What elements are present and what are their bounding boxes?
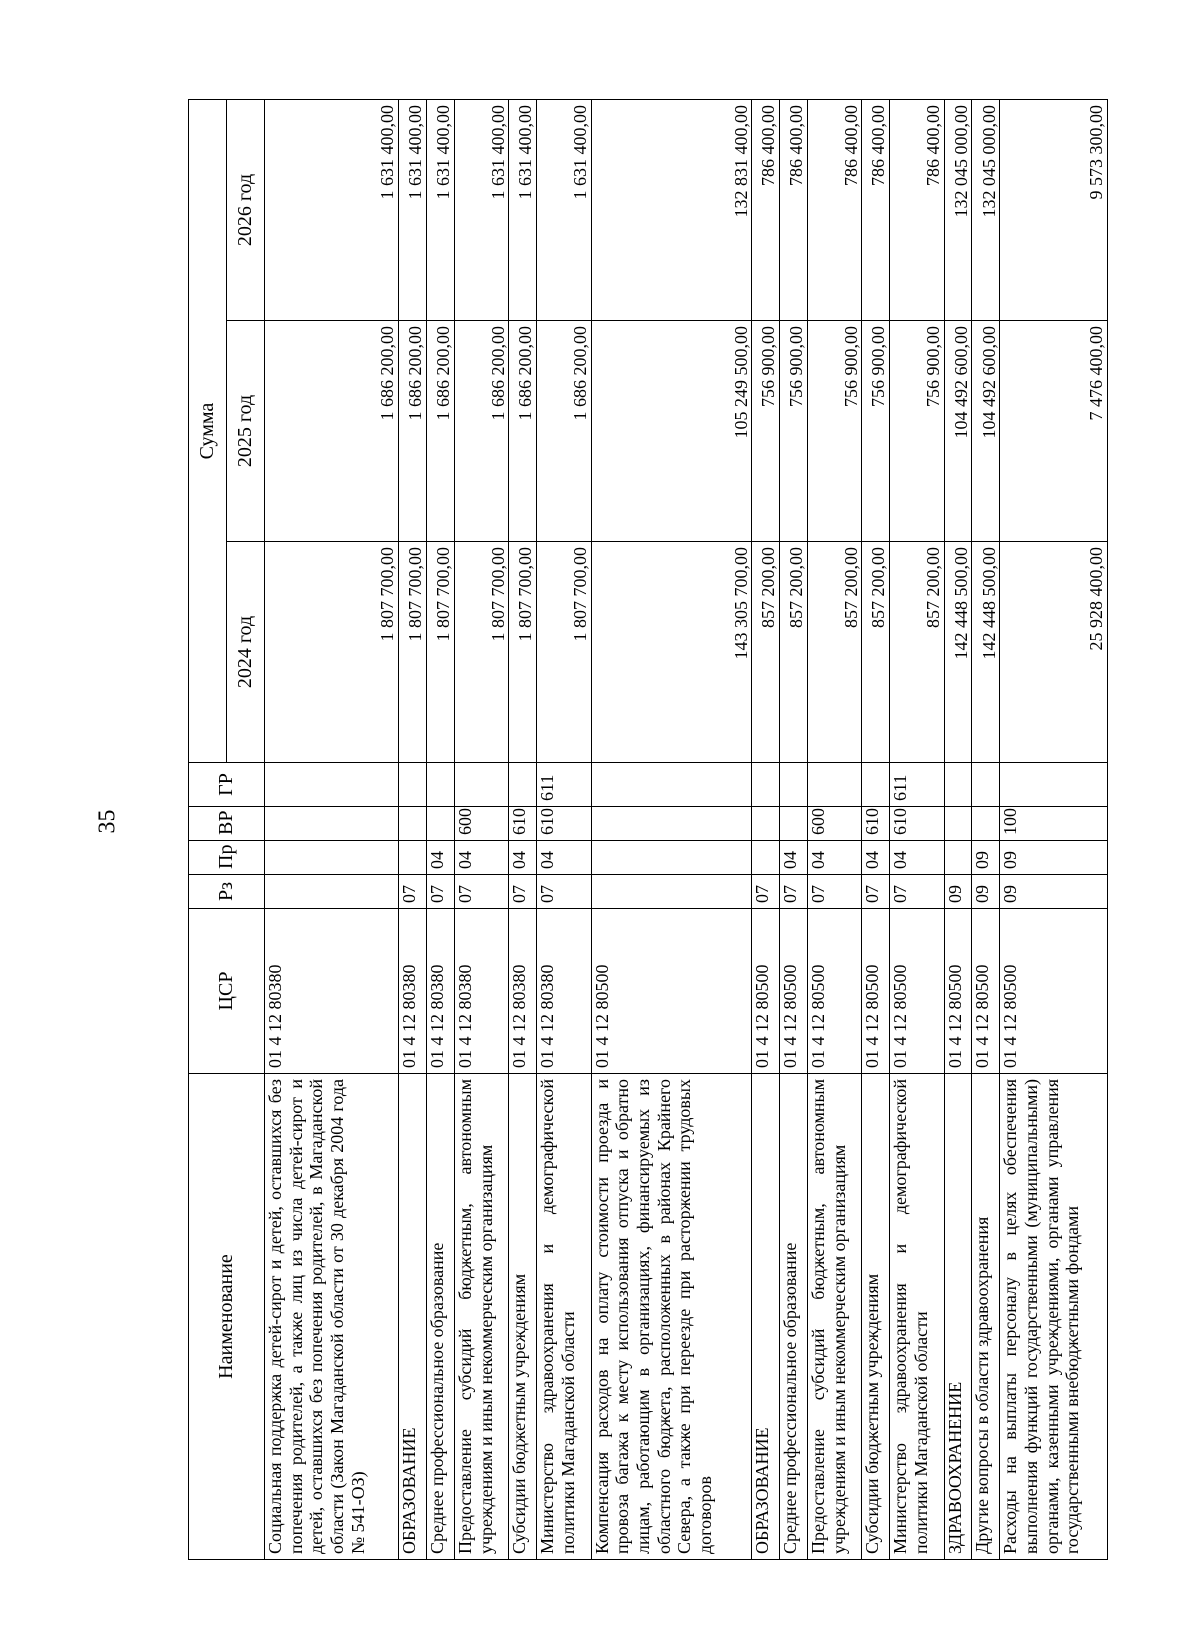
row-name: Субсидии бюджетным учреждениям: [862, 1074, 890, 1560]
row-pr: [752, 841, 780, 875]
table-row: [780, 100, 808, 1560]
row-sum-2024: 1 807 700,00: [509, 542, 537, 763]
table-row: [537, 100, 591, 1560]
row-vr: [944, 807, 972, 841]
row-csr: 01 4 12 80500: [1000, 909, 1108, 1074]
header-rz: Рз: [189, 875, 265, 909]
header-year-2026: 2026 год: [227, 100, 265, 321]
row-sum-2025: 1 686 200,00: [537, 321, 591, 542]
row-name: Другие вопросы в области здравоохранения: [972, 1074, 1000, 1560]
row-sum-2025: 1 686 200,00: [265, 321, 399, 542]
row-rz: 07: [426, 875, 454, 909]
row-sum-2024: 1 807 700,00: [426, 542, 454, 763]
rotated-page-content: [188, 100, 1108, 1560]
header-year-2024: 2024 год: [227, 542, 265, 763]
row-sum-2024: 857 200,00: [862, 542, 890, 763]
row-sum-2024: 25 928 400,00: [1000, 542, 1108, 763]
row-rz: [265, 875, 399, 909]
row-vr: 100: [1000, 807, 1108, 841]
row-gr: [972, 763, 1000, 807]
row-name: Предоставление субсидий бюджетным, автономным учреждениям и иным некоммерческим организациям: [807, 1074, 861, 1560]
row-sum-2024: 142 448 500,00: [972, 542, 1000, 763]
row-csr: 01 4 12 80500: [591, 909, 752, 1074]
row-vr: [780, 807, 808, 841]
row-pr: 04: [454, 841, 508, 875]
row-sum-2025: 7 476 400,00: [1000, 321, 1108, 542]
row-pr: 04: [862, 841, 890, 875]
header-vr: ВР: [189, 807, 265, 841]
row-pr: [944, 841, 972, 875]
header-gr: ГР: [189, 763, 265, 807]
row-gr: [807, 763, 861, 807]
row-csr: 01 4 12 80500: [862, 909, 890, 1074]
row-gr: [862, 763, 890, 807]
row-gr: [426, 763, 454, 807]
row-sum-2026: 132 831 400,00: [591, 100, 752, 321]
table-row: [591, 100, 752, 1560]
row-pr: 04: [509, 841, 537, 875]
row-sum-2026: 1 631 400,00: [265, 100, 399, 321]
row-csr: 01 4 12 80380: [426, 909, 454, 1074]
row-sum-2025: 756 900,00: [862, 321, 890, 542]
table-row: [509, 100, 537, 1560]
table-row: [399, 100, 427, 1560]
row-pr: [591, 841, 752, 875]
row-name: Социальная поддержка детей-сирот и детей, оставшихся без попечения родителей, а также лиц из числа детей-сирот и детей, оставшихся без попечения родителей, в Магаданской области (Закон Магаданской области от 30 декабря 2004 года № 541-ОЗ): [265, 1074, 399, 1560]
row-csr: 01 4 12 80500: [780, 909, 808, 1074]
row-vr: 600: [807, 807, 861, 841]
row-sum-2024: 143 305 700,00: [591, 542, 752, 763]
row-pr: 09: [1000, 841, 1108, 875]
header-csr: ЦСР: [189, 909, 265, 1074]
row-vr: 610: [509, 807, 537, 841]
row-csr: 01 4 12 80500: [890, 909, 944, 1074]
table-row: [1000, 100, 1108, 1560]
row-sum-2024: 857 200,00: [890, 542, 944, 763]
row-name: Министерство здравоохранения и демографической политики Магаданской области: [890, 1074, 944, 1560]
row-rz: 07: [509, 875, 537, 909]
row-sum-2025: 1 686 200,00: [399, 321, 427, 542]
row-name: ОБРАЗОВАНИЕ: [399, 1074, 427, 1560]
row-sum-2024: 857 200,00: [780, 542, 808, 763]
row-sum-2025: 756 900,00: [780, 321, 808, 542]
row-gr: 611: [890, 763, 944, 807]
row-sum-2024: 857 200,00: [807, 542, 861, 763]
row-csr: 01 4 12 80380: [265, 909, 399, 1074]
row-pr: 04: [890, 841, 944, 875]
header-year-2025: 2025 год: [227, 321, 265, 542]
row-gr: [944, 763, 972, 807]
page-number: 35: [94, 809, 121, 834]
table-row: [890, 100, 944, 1560]
budget-table: [188, 99, 1108, 1560]
row-vr: 610: [862, 807, 890, 841]
row-rz: 07: [454, 875, 508, 909]
row-rz: 07: [890, 875, 944, 909]
row-vr: [972, 807, 1000, 841]
row-sum-2026: 786 400,00: [752, 100, 780, 321]
row-vr: [265, 807, 399, 841]
header-pr: Пр: [189, 841, 265, 875]
row-csr: 01 4 12 80500: [752, 909, 780, 1074]
row-csr: 01 4 12 80380: [537, 909, 591, 1074]
table-row: [454, 100, 508, 1560]
row-csr: 01 4 12 80500: [807, 909, 861, 1074]
row-pr: 04: [537, 841, 591, 875]
row-sum-2026: 786 400,00: [780, 100, 808, 321]
row-sum-2024: 142 448 500,00: [944, 542, 972, 763]
row-rz: 07: [752, 875, 780, 909]
row-sum-2025: 756 900,00: [807, 321, 861, 542]
row-pr: 09: [972, 841, 1000, 875]
row-vr: [426, 807, 454, 841]
row-name: ЗДРАВООХРАНЕНИЕ: [944, 1074, 972, 1560]
table-row: [265, 100, 399, 1560]
table-row: [972, 100, 1000, 1560]
row-pr: [399, 841, 427, 875]
row-sum-2024: 1 807 700,00: [265, 542, 399, 763]
row-name: Министерство здравоохранения и демографической политики Магаданской области: [537, 1074, 591, 1560]
row-rz: 07: [807, 875, 861, 909]
row-pr: [265, 841, 399, 875]
row-rz: [591, 875, 752, 909]
row-gr: [752, 763, 780, 807]
row-sum-2025: 756 900,00: [752, 321, 780, 542]
row-vr: [591, 807, 752, 841]
table-row: [862, 100, 890, 1560]
row-csr: 01 4 12 80500: [972, 909, 1000, 1074]
row-gr: [1000, 763, 1108, 807]
row-sum-2024: 1 807 700,00: [454, 542, 508, 763]
row-rz: 09: [972, 875, 1000, 909]
row-sum-2026: 1 631 400,00: [509, 100, 537, 321]
row-gr: [509, 763, 537, 807]
row-sum-2025: 756 900,00: [890, 321, 944, 542]
row-sum-2024: 1 807 700,00: [537, 542, 591, 763]
row-name: ОБРАЗОВАНИЕ: [752, 1074, 780, 1560]
row-csr: 01 4 12 80380: [454, 909, 508, 1074]
row-rz: 09: [944, 875, 972, 909]
row-rz: 07: [780, 875, 808, 909]
row-sum-2026: 786 400,00: [890, 100, 944, 321]
row-sum-2026: 1 631 400,00: [399, 100, 427, 321]
row-sum-2026: 132 045 000,00: [972, 100, 1000, 321]
row-name: Среднее профессиональное образование: [426, 1074, 454, 1560]
row-gr: [265, 763, 399, 807]
row-sum-2026: 1 631 400,00: [454, 100, 508, 321]
row-csr: 01 4 12 80380: [509, 909, 537, 1074]
row-name: Среднее профессиональное образование: [780, 1074, 808, 1560]
row-gr: [454, 763, 508, 807]
row-sum-2025: 104 492 600,00: [972, 321, 1000, 542]
row-pr: 04: [426, 841, 454, 875]
row-vr: 610: [537, 807, 591, 841]
header-sum: Сумма: [189, 100, 227, 763]
row-sum-2025: 1 686 200,00: [454, 321, 508, 542]
row-name: Предоставление субсидий бюджетным, автономным учреждениям и иным некоммерческим организациям: [454, 1074, 508, 1560]
table-row: [807, 100, 861, 1560]
row-sum-2026: 786 400,00: [862, 100, 890, 321]
table-row: [944, 100, 972, 1560]
row-sum-2025: 105 249 500,00: [591, 321, 752, 542]
row-sum-2026: 132 045 000,00: [944, 100, 972, 321]
row-rz: 07: [399, 875, 427, 909]
row-pr: 04: [780, 841, 808, 875]
row-vr: [752, 807, 780, 841]
row-pr: 04: [807, 841, 861, 875]
row-sum-2024: 1 807 700,00: [399, 542, 427, 763]
header-name: Наименование: [189, 1074, 265, 1560]
table-row: [426, 100, 454, 1560]
row-gr: [591, 763, 752, 807]
table-row: [752, 100, 780, 1560]
row-rz: 09: [1000, 875, 1108, 909]
row-gr: [399, 763, 427, 807]
row-name: Субсидии бюджетным учреждениям: [509, 1074, 537, 1560]
row-sum-2025: 104 492 600,00: [944, 321, 972, 542]
row-sum-2026: 1 631 400,00: [426, 100, 454, 321]
row-sum-2025: 1 686 200,00: [426, 321, 454, 542]
row-vr: 610: [890, 807, 944, 841]
row-sum-2024: 857 200,00: [752, 542, 780, 763]
row-csr: 01 4 12 80500: [944, 909, 972, 1074]
row-vr: 600: [454, 807, 508, 841]
row-gr: 611: [537, 763, 591, 807]
row-vr: [399, 807, 427, 841]
row-name: Расходы на выплаты персоналу в целях обеспечения выполнения функций государственными (муниципальными) органами, казенными учреждениями, органами управления государственными внебюджетными фондами: [1000, 1074, 1108, 1560]
row-gr: [780, 763, 808, 807]
row-rz: 07: [862, 875, 890, 909]
table-body: [265, 100, 1108, 1560]
row-rz: 07: [537, 875, 591, 909]
row-name: Компенсация расходов на оплату стоимости проезда и провоза багажа к месту использования отпуска и обратно лицам, работающим в организациях, финансируемых из областного бюджета, расположенных в районах Крайнего Севера, а также при переезде при расторжении трудовых договоров: [591, 1074, 752, 1560]
row-sum-2026: 9 573 300,00: [1000, 100, 1108, 321]
row-sum-2025: 1 686 200,00: [509, 321, 537, 542]
row-sum-2026: 1 631 400,00: [537, 100, 591, 321]
row-sum-2026: 786 400,00: [807, 100, 861, 321]
row-csr: 01 4 12 80380: [399, 909, 427, 1074]
